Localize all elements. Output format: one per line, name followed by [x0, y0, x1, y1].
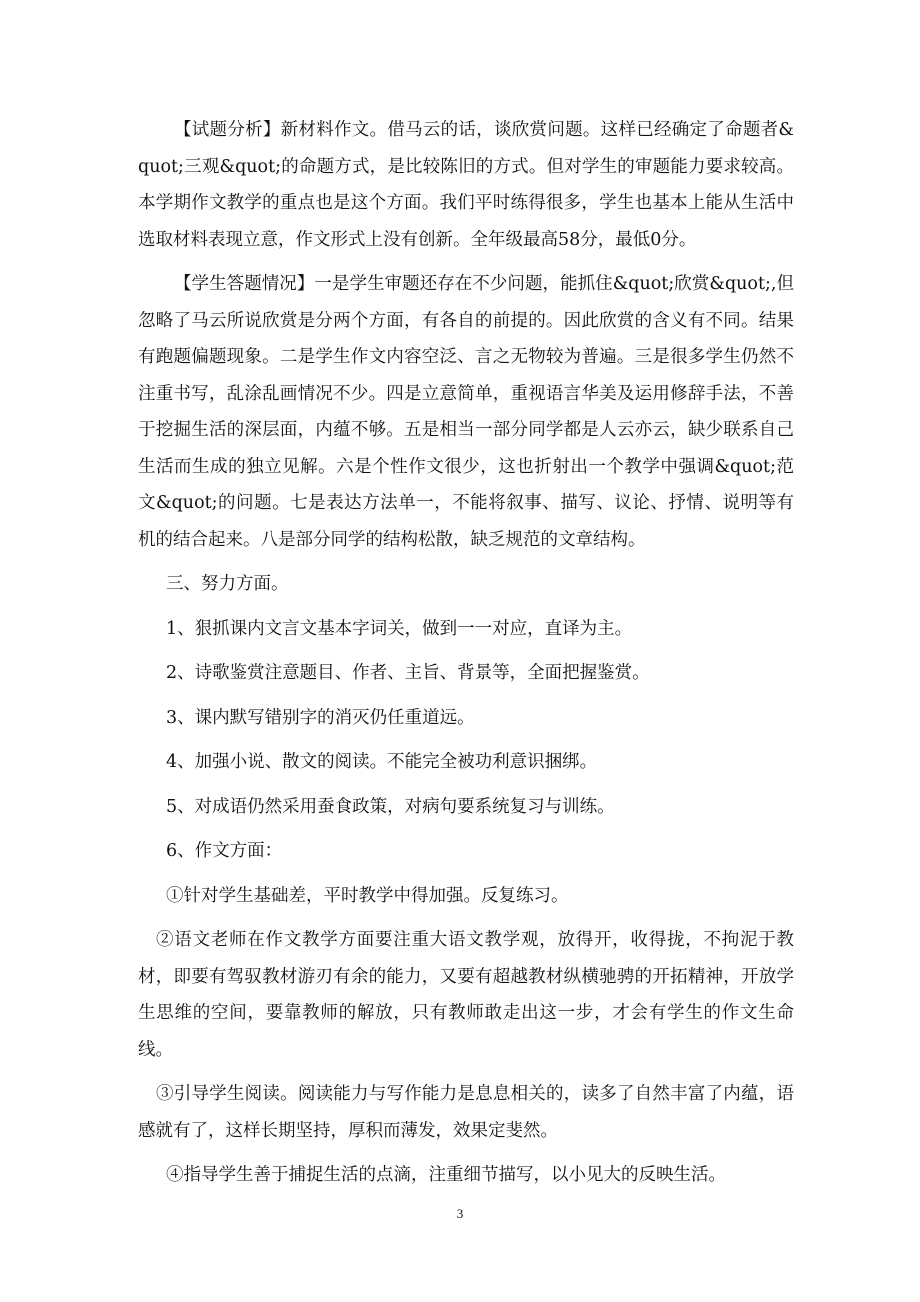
- paragraph-student-answers: 【学生答题情况】一是学生审题还存在不少问题，能抓住&quot;欣赏&quot;,但忽略了马云所说欣赏是分两个方面，有各自的前提的。因此欣赏的含义有不同。结果有跑题偏题现象。二是学生作文内容空泛、言之无物较为普遍。三是很多学生仍然不注重书写，乱涂乱画情况不少。四是立意简单，重视语言华美及运用修辞手法，不善于挖掘生活的深层面，内蕴不够。五是相当一部分同学都是人云亦云，缺少联系自己生活而生成的独立见解。六是个性作文很少，这也折射出一个教学中强调&quot;范文&quot;的问题。七是表达方法单一，不能将叙事、描写、议论、抒情、说明等有机的结合起来。八是部分同学的结构松散，缺乏规范的文章结构。: [138, 274, 794, 550]
- list-item-2: 2、诗歌鉴赏注意题目、作者、主旨、背景等，全面把握鉴赏。: [166, 663, 650, 683]
- page-number: 3: [456, 1206, 464, 1221]
- sub-item-1: ①针对学生基础差，平时教学中得加强。反复练习。: [166, 885, 569, 906]
- document-body: [138, 112, 794, 1194]
- list-item-4: 4、加强小说、散文的阅读。不能完全被功利意识捆绑。: [166, 752, 598, 772]
- list-item-1: 1、狠抓课内文言文基本字词关，做到一一对应，直译为主。: [166, 618, 633, 639]
- list-item-3: 3、课内默写错别字的消灭仍任重道远。: [166, 707, 475, 728]
- list-item-5: 5、对成语仍然采用蚕食政策，对病句要系统复习与训练。: [166, 796, 615, 817]
- paragraph-question-analysis: 【试题分析】新材料作文。借马云的话，谈欣赏问题。这样已经确定了命题者&quot;三观&quot;的命题方式，是比较陈旧的方式。但对学生的审题能力要求较高。本学期作文教学的重点也是这个方面。我们平时练得很多，学生也基本上能从生活中选取材料表现立意，作文形式上没有创新。全年级最高58分，最低0分。: [138, 120, 794, 250]
- sub-item-4: ④指导学生善于捕捉生活的点滴，注重细节描写，以小见大的反映生活。: [166, 1165, 726, 1185]
- section-heading-efforts: 三、努力方面。: [166, 574, 289, 594]
- list-item-6: 6、作文方面：: [166, 841, 283, 861]
- sub-item-2: ②语文老师在作文教学方面要注重大语文教学观，放得开，收得拢，不拘泥于教材，即要有驾驭教材游刃有余的能力，又要有超越教材纵横驰骋的开拓精神，开放学生思维的空间，要靠教师的解放，只有教师敢走出这一步，才会有学生的作文生命线。: [138, 930, 794, 1060]
- sub-item-3: ③引导学生阅读。阅读能力与写作能力是息息相关的，读多了自然丰富了内蕴，语感就有了，这样长期坚持，厚积而薄发，效果定斐然。: [138, 1084, 794, 1141]
